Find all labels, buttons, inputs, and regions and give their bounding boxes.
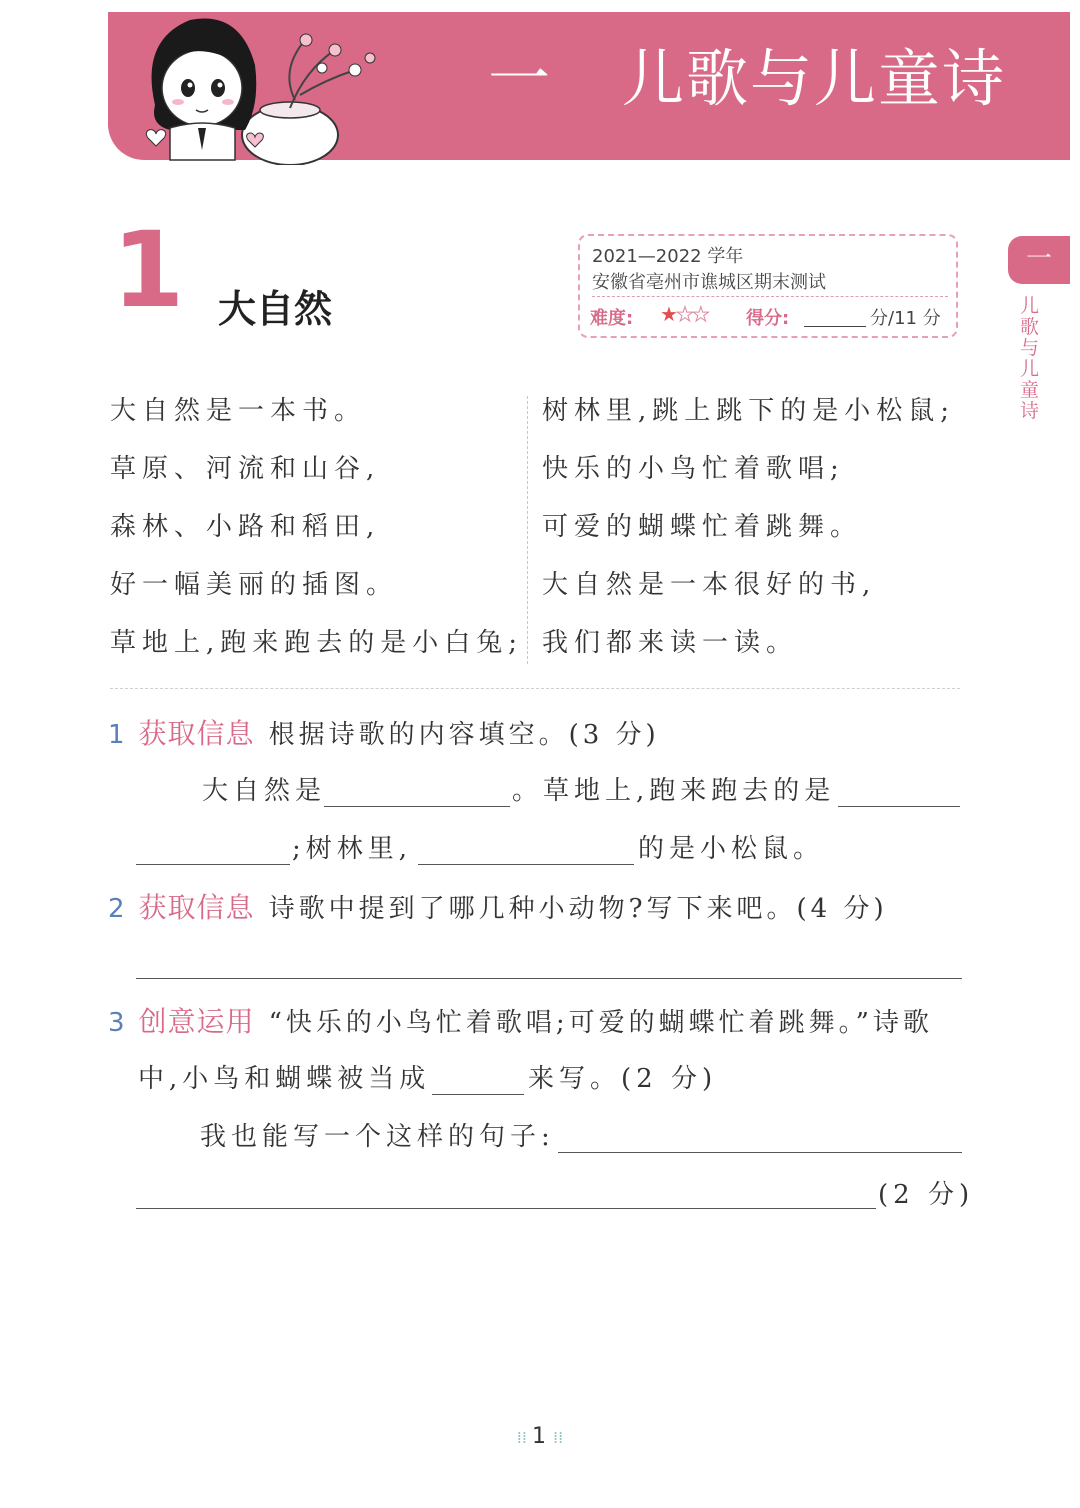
poem-line: 好一幅美丽的插图。 xyxy=(110,570,399,600)
star-empty-icon: ★ xyxy=(675,302,692,326)
question-tag: 获取信息 xyxy=(138,891,255,924)
q3-text-2b: 来写。(2 分) xyxy=(528,1064,718,1094)
q3-answer-line-2[interactable] xyxy=(136,1208,876,1209)
q1-blank-2[interactable] xyxy=(838,806,960,807)
q1-blank-1[interactable] xyxy=(324,806,510,807)
poem-line: 大自然是一本很好的书, xyxy=(542,570,877,600)
q2-answer-line[interactable] xyxy=(136,978,962,979)
poem-line: 快乐的小鸟忙着歌唱; xyxy=(542,454,845,484)
q1-blank-3[interactable] xyxy=(418,864,634,865)
unit-title xyxy=(488,28,1006,118)
lesson-number: 1 xyxy=(112,209,185,331)
test-info-box xyxy=(578,234,958,338)
test-source: 安徽省亳州市谯城区期末测试 xyxy=(592,272,826,293)
question-number: 1 xyxy=(108,720,129,750)
question-tag: 创意运用 xyxy=(138,1005,255,1038)
question-number: 2 xyxy=(108,894,129,924)
star-filled-icon: ★ xyxy=(660,302,676,326)
question-1 xyxy=(108,712,660,752)
q3-answer-line-1[interactable] xyxy=(558,1152,962,1153)
unit-title-text: 儿歌与儿童诗 xyxy=(622,41,1007,115)
poem-line: 大自然是一本书。 xyxy=(110,396,367,426)
page-footer xyxy=(0,1424,1080,1449)
girl-illustration xyxy=(130,10,390,165)
poem-line: 草原、河流和山谷, xyxy=(110,454,381,484)
difficulty-stars xyxy=(660,302,708,326)
question-3 xyxy=(108,1000,933,1040)
q1-text-1b: 。草地上,跑来跑去的是 xyxy=(512,776,836,806)
question-2 xyxy=(108,886,888,926)
poem-line: 树林里,跳上跳下的是小松鼠; xyxy=(542,396,956,426)
q1-text-2b: 的是小松鼠。 xyxy=(638,834,825,864)
q3-blank-1[interactable] xyxy=(432,1094,524,1095)
section-divider xyxy=(110,688,960,689)
poem-left-column xyxy=(110,392,523,682)
difficulty-label: 难度: xyxy=(590,308,634,329)
unit-number: 一 xyxy=(488,41,553,115)
difficulty-score-row xyxy=(590,304,950,332)
q3-text-2a: 中,小鸟和蝴蝶被当成 xyxy=(138,1064,431,1094)
info-divider xyxy=(592,296,948,297)
question-prompt: 诗歌中提到了哪几种小动物?写下来吧。(4 分) xyxy=(268,894,888,924)
poem-line: 可爱的蝴蝶忙着跳舞。 xyxy=(542,512,863,542)
star-empty-icon: ★ xyxy=(691,302,708,326)
poem-line: 森林、小路和稻田, xyxy=(110,512,381,542)
q1-blank-2-cont[interactable] xyxy=(136,864,290,865)
poem-line: 草地上,跑来跑去的是小白兔; xyxy=(110,628,524,658)
dots-icon: ⁞⁞ xyxy=(516,1428,533,1447)
page-number: 1 xyxy=(532,1424,547,1449)
question-prompt: 根据诗歌的内容填空。(3 分) xyxy=(268,720,660,750)
school-year: 2021—2022 学年 xyxy=(592,246,744,267)
lesson-title: 大自然 xyxy=(218,287,333,331)
q3-text-3: 我也能写一个这样的句子: xyxy=(200,1122,555,1152)
q1-text-1a: 大自然是 xyxy=(202,776,327,806)
score-blank[interactable] xyxy=(804,326,866,327)
side-tab-number: 一 xyxy=(1008,236,1070,284)
score-label: 得分: xyxy=(746,308,790,329)
poem-line: 我们都来读一读。 xyxy=(542,628,799,658)
q1-text-2a: ;树林里, xyxy=(292,834,413,864)
question-tag: 获取信息 xyxy=(138,717,255,750)
poem-column-divider xyxy=(527,396,528,664)
poem-right-column xyxy=(542,392,955,682)
question-number: 3 xyxy=(108,1008,129,1038)
side-tab-label: 儿歌与儿童诗 xyxy=(1020,295,1040,422)
score-total: 分/11 分 xyxy=(870,308,941,329)
q3-score: (2 分) xyxy=(878,1180,975,1210)
dots-icon: ⁞⁞ xyxy=(553,1428,564,1447)
question-prompt: “快乐的小鸟忙着歌唱;可爱的蝴蝶忙着跳舞。”诗歌 xyxy=(268,1008,933,1038)
